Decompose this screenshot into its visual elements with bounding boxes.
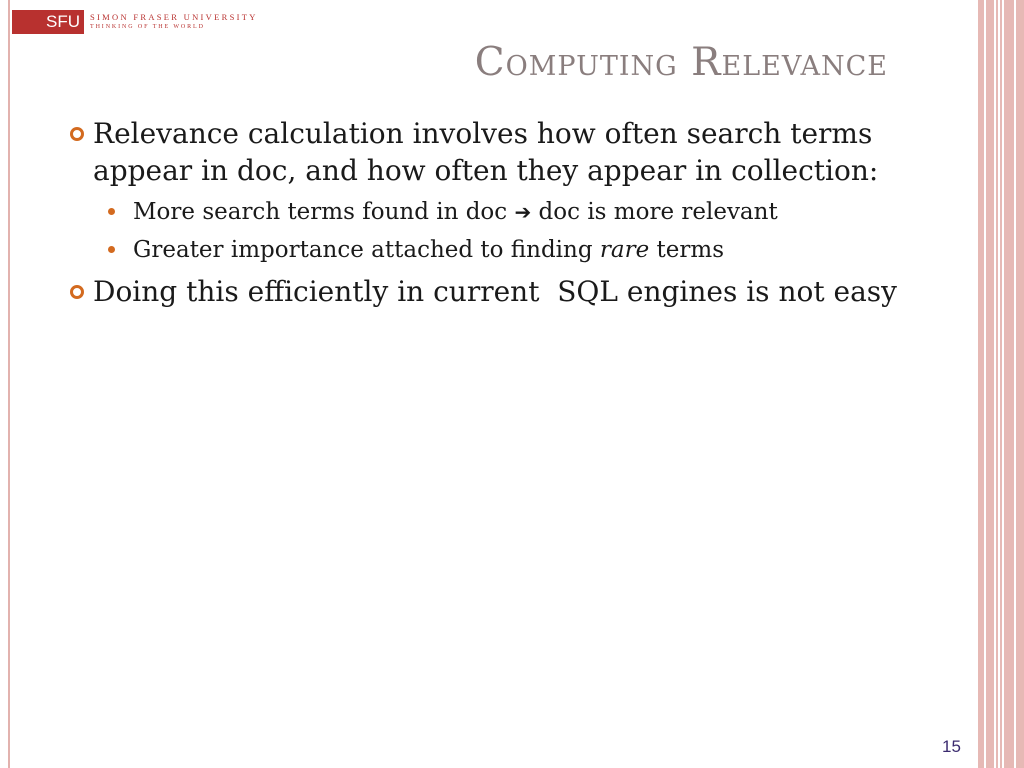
sub-bullet-list	[70, 193, 900, 269]
logo-university-name: SIMON FRASER UNIVERSITY	[90, 12, 258, 22]
right-arrow-icon: ➔	[514, 200, 532, 224]
left-border-rule	[8, 0, 10, 768]
ring-bullet-icon	[70, 127, 84, 141]
stripe	[978, 0, 984, 768]
sub-bullet-text: terms	[649, 237, 724, 263]
logo-wordmark	[90, 12, 258, 32]
logo-tagline: THINKING OF THE WORLD	[90, 24, 205, 30]
sub-bullet-text: doc is more relevant	[531, 199, 778, 225]
sub-bullet-text: More search terms found in doc	[133, 199, 515, 225]
right-decorative-stripes	[978, 0, 1024, 768]
sub-bullet-item	[70, 193, 900, 231]
stripe	[1000, 0, 1002, 768]
bullet-text: Doing this efficiently in current SQL engines is not easy	[93, 275, 897, 308]
emphasized-text: rare	[599, 237, 650, 263]
slide-title: Computing Relevance	[474, 40, 888, 85]
bullet-item	[70, 115, 900, 189]
sfu-logo	[12, 10, 258, 34]
logo-mark: SFU	[12, 10, 84, 34]
page-number: 15	[942, 737, 961, 756]
sub-bullet-text: Greater importance attached to finding	[133, 237, 600, 263]
bullet-text: Relevance calculation involves how often search terms appear in doc, and how often they appear in collection:	[93, 117, 879, 187]
stripe	[986, 0, 994, 768]
bullet-item	[70, 273, 900, 310]
dot-bullet-icon	[108, 246, 115, 253]
ring-bullet-icon	[70, 285, 84, 299]
stripe	[1004, 0, 1014, 768]
dot-bullet-icon	[108, 208, 115, 215]
stripe	[1016, 0, 1024, 768]
stripe	[996, 0, 998, 768]
slide-body	[70, 115, 900, 314]
sub-bullet-item	[70, 231, 900, 269]
